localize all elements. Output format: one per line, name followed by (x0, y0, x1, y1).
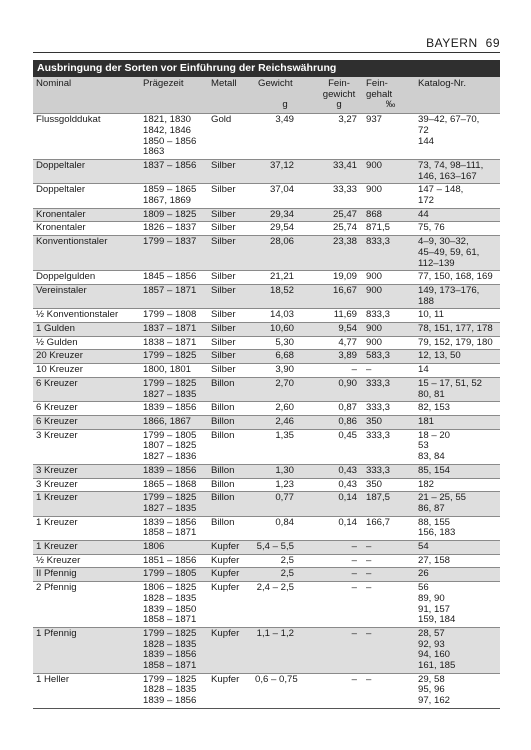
cell-feingehalt: 350 (363, 415, 415, 429)
table-row (33, 627, 500, 673)
cell-metall: Silber (208, 159, 255, 183)
table-row (33, 222, 500, 236)
cell-nominal: Doppeltaler (33, 159, 140, 183)
header-feingehalt-unit: ‰ (385, 99, 396, 111)
cell-gewicht: 10,60 (255, 323, 312, 337)
cell-praegezeit: 1800, 1801 (143, 364, 192, 376)
header-katalog: Katalog-Nr. (415, 77, 500, 114)
cell-katalog: 82, 153 (418, 402, 451, 414)
table-row (33, 673, 500, 708)
cell-praegezeit: 1857 – 1871 (140, 284, 208, 308)
cell-feingehalt: 900 (366, 336, 383, 348)
table-row (33, 323, 500, 337)
cell-praegezeit: 1851 – 1856 (143, 554, 197, 566)
cell-katalog: 29, 58 95, 96 97, 162 (418, 673, 451, 707)
table-title: Ausbringung der Sorten vor Einführung der Reichswährung (33, 60, 500, 77)
table-row (33, 582, 500, 628)
cell-metall: Silber (208, 323, 255, 337)
cell-praegezeit: 1859 – 1865 1867, 1869 (143, 184, 197, 207)
cell-katalog: 39–42, 67–70, 72 144 (418, 114, 480, 147)
cell-feingehalt: 583,3 (363, 350, 415, 364)
cell-metall: Billon (208, 492, 255, 516)
cell-nominal: Kronentaler (36, 222, 86, 234)
table-row (33, 402, 500, 416)
cell-katalog: 79, 152, 179, 180 (418, 336, 493, 348)
cell-feingehalt: – (366, 582, 372, 594)
table-row (33, 554, 500, 568)
running-head-title: BAYERN (426, 36, 478, 50)
cell-metall: Silber (211, 184, 236, 196)
cell-feingehalt: 833,3 (366, 309, 391, 321)
cell-katalog: 182 (418, 478, 435, 490)
header-feingewicht: Fein- gewicht g (312, 77, 363, 114)
table-row (33, 516, 500, 540)
cell-praegezeit: 1809 – 1825 (140, 208, 208, 222)
cell-metall: Kupfer (211, 554, 240, 566)
cell-nominal: 1 Kreuzer (33, 541, 140, 555)
cell-katalog: 4–9, 30–32, 45–49, 59, 61, 112–139 (415, 236, 500, 271)
cell-feingewicht: 0,14 (312, 492, 363, 516)
cell-nominal: Kronentaler (33, 208, 140, 222)
cell-praegezeit: 1799 – 1825 1827 – 1835 (140, 377, 208, 401)
cell-praegezeit: 1838 – 1871 (143, 336, 197, 348)
cell-feingewicht: 9,54 (312, 323, 363, 337)
cell-nominal: 10 Kreuzer (36, 364, 83, 376)
cell-praegezeit: 1806 (140, 541, 208, 555)
header-gewicht: Gewicht g (255, 77, 312, 114)
cell-feingehalt: 900 (363, 159, 415, 183)
cell-katalog: 12, 13, 50 (415, 350, 500, 364)
table-row (33, 114, 500, 160)
cell-katalog: 44 (415, 208, 500, 222)
cell-nominal: 1 Pfennig (33, 627, 140, 673)
cell-feingehalt: 166,7 (366, 516, 391, 528)
cell-nominal: 6 Kreuzer (33, 415, 140, 429)
cell-gewicht: 2,60 (275, 402, 294, 414)
coin-table (33, 77, 500, 709)
cell-nominal: Vereinstaler (33, 284, 140, 308)
cell-katalog: 88, 155 156, 183 (418, 516, 456, 539)
cell-metall: Billon (211, 516, 235, 528)
cell-nominal: Flussgolddukat (36, 114, 101, 126)
cell-gewicht: 29,34 (255, 208, 312, 222)
cell-gewicht: 3,49 (275, 114, 294, 126)
cell-metall: Silber (211, 336, 236, 348)
cell-praegezeit: 1837 – 1856 (140, 159, 208, 183)
coin-table-container (33, 60, 500, 709)
cell-praegezeit: 1799 – 1825 1827 – 1835 (140, 492, 208, 516)
cell-metall: Silber (211, 222, 236, 234)
cell-metall: Silber (208, 284, 255, 308)
cell-feingewicht: 0,43 (338, 478, 357, 490)
cell-nominal: 1 Kreuzer (33, 492, 140, 516)
cell-feingewicht: 4,77 (338, 336, 357, 348)
cell-katalog: 77, 150, 168, 169 (418, 271, 493, 283)
cell-feingewicht: 0,45 (338, 429, 357, 441)
cell-praegezeit: 1821, 1830 1842, 1846 1850 – 1856 1863 (143, 114, 197, 158)
cell-metall: Billon (208, 464, 255, 478)
cell-metall: Billon (208, 377, 255, 401)
header-praegezeit: Prägezeit (140, 77, 208, 114)
cell-feingehalt: – (366, 364, 372, 376)
cell-gewicht: 2,4 – 2,5 (256, 582, 294, 594)
cell-metall: Silber (211, 271, 236, 283)
cell-gewicht: 21,21 (269, 271, 294, 283)
cell-feingehalt: 937 (366, 114, 383, 126)
cell-feingehalt: – (366, 673, 372, 685)
cell-metall: Kupfer (211, 582, 240, 594)
table-row (33, 492, 500, 516)
cell-gewicht: 1,23 (275, 478, 294, 490)
table-row (33, 541, 500, 555)
cell-praegezeit: 1806 – 1825 1828 – 1835 1839 – 1850 1858 – 1871 (143, 582, 197, 626)
cell-gewicht: 28,06 (255, 236, 312, 271)
cell-gewicht: 2,5 (255, 568, 312, 582)
cell-metall: Silber (208, 236, 255, 271)
cell-katalog: 54 (415, 541, 500, 555)
table-row (33, 236, 500, 271)
header-feingewicht-unit: g (336, 99, 342, 111)
cell-praegezeit: 1799 – 1805 (140, 568, 208, 582)
cell-gewicht: 37,04 (269, 184, 294, 196)
cell-feingewicht: 0,43 (312, 464, 363, 478)
cell-feingewicht: – (312, 541, 363, 555)
table-body (33, 114, 500, 709)
table-row (33, 429, 500, 464)
cell-metall: Gold (211, 114, 232, 126)
cell-feingehalt: 333,3 (363, 464, 415, 478)
cell-nominal: 6 Kreuzer (36, 402, 78, 414)
cell-feingewicht: – (351, 364, 357, 376)
cell-praegezeit: 1799 – 1825 1828 – 1835 1839 – 1856 (143, 673, 197, 707)
cell-katalog: 10, 11 (418, 309, 444, 321)
cell-katalog: 181 (415, 415, 500, 429)
cell-metall: Billon (211, 402, 235, 414)
cell-metall: Billon (211, 429, 235, 441)
cell-nominal: Doppeltaler (36, 184, 86, 196)
cell-nominal: ½ Konventionstaler (36, 309, 119, 321)
cell-feingehalt: 900 (363, 323, 415, 337)
cell-nominal: 1 Kreuzer (36, 516, 78, 528)
table-row (33, 464, 500, 478)
cell-feingewicht: 0,87 (338, 402, 357, 414)
cell-gewicht: 3,90 (275, 364, 294, 376)
cell-nominal: 3 Kreuzer (36, 478, 78, 490)
cell-gewicht: 29,54 (269, 222, 294, 234)
header-feingehalt: Fein- gehalt ‰ (363, 77, 415, 114)
cell-metall: Billon (208, 415, 255, 429)
cell-gewicht: 1,1 – 1,2 (255, 627, 312, 673)
cell-praegezeit: 1865 – 1868 (143, 478, 197, 490)
cell-metall: Silber (208, 208, 255, 222)
table-row (33, 350, 500, 364)
cell-feingewicht: – (351, 554, 357, 566)
table-row (33, 478, 500, 492)
cell-feingewicht: 25,47 (312, 208, 363, 222)
cell-gewicht: 2,70 (255, 377, 312, 401)
cell-feingehalt: 833,3 (363, 236, 415, 271)
cell-nominal: 2 Pfennig (36, 582, 77, 594)
cell-metall: Kupfer (208, 627, 255, 673)
cell-feingewicht: 16,67 (312, 284, 363, 308)
cell-katalog: 85, 154 (415, 464, 500, 478)
cell-nominal: ½ Gulden (36, 336, 78, 348)
cell-gewicht: 2,5 (280, 554, 294, 566)
cell-katalog: 27, 158 (418, 554, 451, 566)
cell-praegezeit: 1826 – 1837 (143, 222, 197, 234)
cell-feingewicht: – (351, 582, 357, 594)
cell-nominal: 1 Gulden (33, 323, 140, 337)
cell-gewicht: 6,68 (255, 350, 312, 364)
header-nominal: Nominal (33, 77, 140, 114)
cell-praegezeit: 1839 – 1856 (140, 464, 208, 478)
cell-katalog: 28, 57 92, 93 94, 160 161, 185 (415, 627, 500, 673)
cell-feingewicht: 0,90 (312, 377, 363, 401)
cell-katalog: 18 – 20 53 83, 84 (418, 429, 451, 463)
table-row (33, 377, 500, 401)
cell-praegezeit: 1799 – 1837 (140, 236, 208, 271)
cell-praegezeit: 1839 – 1856 (143, 402, 197, 414)
cell-metall: Kupfer (211, 673, 240, 685)
cell-feingehalt: – (363, 568, 415, 582)
cell-feingehalt: 333,3 (366, 429, 391, 441)
cell-praegezeit: 1866, 1867 (140, 415, 208, 429)
cell-nominal: II Pfennig (33, 568, 140, 582)
cell-katalog: 75, 76 (418, 222, 445, 234)
table-row (33, 364, 500, 378)
cell-feingehalt: 187,5 (363, 492, 415, 516)
cell-feingewicht: 19,09 (332, 271, 357, 283)
cell-gewicht: 0,77 (255, 492, 312, 516)
cell-nominal: 3 Kreuzer (36, 429, 78, 441)
cell-feingewicht: 3,27 (338, 114, 357, 126)
cell-katalog: 149, 173–176, 188 (415, 284, 500, 308)
cell-feingewicht: – (351, 673, 357, 685)
cell-feingehalt: 871,5 (366, 222, 391, 234)
cell-gewicht: 0,84 (275, 516, 294, 528)
cell-feingewicht: 11,69 (333, 309, 357, 321)
cell-katalog: 14 (418, 364, 429, 376)
cell-feingehalt: 868 (363, 208, 415, 222)
cell-nominal: Konventionstaler (33, 236, 140, 271)
table-row (33, 159, 500, 183)
cell-feingewicht: 25,74 (332, 222, 357, 234)
cell-praegezeit: 1839 – 1856 1858 – 1871 (143, 516, 197, 539)
cell-feingehalt: 900 (366, 271, 383, 283)
cell-katalog: 73, 74, 98–111, 146, 163–167 (415, 159, 500, 183)
cell-feingewicht: 0,86 (312, 415, 363, 429)
cell-nominal: 6 Kreuzer (33, 377, 140, 401)
running-head (33, 36, 500, 53)
cell-feingehalt: – (363, 541, 415, 555)
cell-gewicht: 37,12 (255, 159, 312, 183)
cell-gewicht: 5,30 (275, 336, 294, 348)
cell-feingewicht: – (312, 568, 363, 582)
cell-gewicht: 5,4 – 5,5 (255, 541, 312, 555)
cell-gewicht: 1,35 (275, 429, 294, 441)
cell-feingehalt: – (363, 627, 415, 673)
cell-katalog: 78, 151, 177, 178 (415, 323, 500, 337)
header-metall: Metall (208, 77, 255, 114)
table-row (33, 336, 500, 350)
table-row (33, 208, 500, 222)
table-row (33, 271, 500, 285)
cell-feingewicht: 3,89 (312, 350, 363, 364)
cell-katalog: 26 (415, 568, 500, 582)
page-number: 69 (485, 36, 500, 50)
cell-katalog: 15 – 17, 51, 52 80, 81 (415, 377, 500, 401)
cell-metall: Kupfer (208, 541, 255, 555)
cell-metall: Silber (211, 309, 236, 321)
cell-nominal: 1 Heller (36, 673, 70, 685)
cell-nominal: 3 Kreuzer (33, 464, 140, 478)
cell-gewicht: 1,30 (255, 464, 312, 478)
cell-praegezeit: 1799 – 1825 (140, 350, 208, 364)
cell-katalog: 21 – 25, 55 86, 87 (415, 492, 500, 516)
cell-gewicht: 14,03 (269, 309, 294, 321)
table-row (33, 309, 500, 323)
cell-gewicht: 18,52 (255, 284, 312, 308)
cell-feingehalt: 900 (363, 284, 415, 308)
cell-metall: Kupfer (208, 568, 255, 582)
table-row (33, 568, 500, 582)
cell-praegezeit: 1799 – 1825 1828 – 1835 1839 – 1856 1858 – 1871 (140, 627, 208, 673)
cell-praegezeit: 1799 – 1805 1807 – 1825 1827 – 1836 (143, 429, 197, 463)
cell-gewicht: 2,46 (255, 415, 312, 429)
cell-katalog: 56 89, 90 91, 157 159, 184 (418, 582, 456, 626)
cell-feingewicht: 33,33 (332, 184, 357, 196)
cell-feingewicht: 0,14 (338, 516, 357, 528)
cell-praegezeit: 1799 – 1808 (143, 309, 197, 321)
cell-gewicht: 0,6 – 0,75 (255, 673, 298, 685)
cell-praegezeit: 1837 – 1871 (140, 323, 208, 337)
cell-nominal: ½ Kreuzer (36, 554, 81, 566)
header-gewicht-unit: g (282, 99, 288, 111)
cell-feingewicht: – (312, 627, 363, 673)
cell-feingehalt: 900 (366, 184, 383, 196)
cell-feingehalt: 350 (366, 478, 383, 490)
cell-feingewicht: 33,41 (312, 159, 363, 183)
cell-metall: Silber (211, 364, 236, 376)
cell-feingehalt: 333,3 (366, 402, 391, 414)
cell-feingehalt: 333,3 (363, 377, 415, 401)
cell-metall: Billon (211, 478, 235, 490)
cell-feingewicht: 23,38 (312, 236, 363, 271)
cell-katalog: 147 – 148, 172 (418, 184, 464, 207)
cell-feingehalt: – (366, 554, 372, 566)
table-row (33, 184, 500, 208)
table-row (33, 284, 500, 308)
cell-nominal: Doppelgulden (36, 271, 96, 283)
table-row (33, 415, 500, 429)
cell-metall: Silber (208, 350, 255, 364)
cell-praegezeit: 1845 – 1856 (143, 271, 197, 283)
table-header (33, 77, 500, 114)
cell-nominal: 20 Kreuzer (33, 350, 140, 364)
